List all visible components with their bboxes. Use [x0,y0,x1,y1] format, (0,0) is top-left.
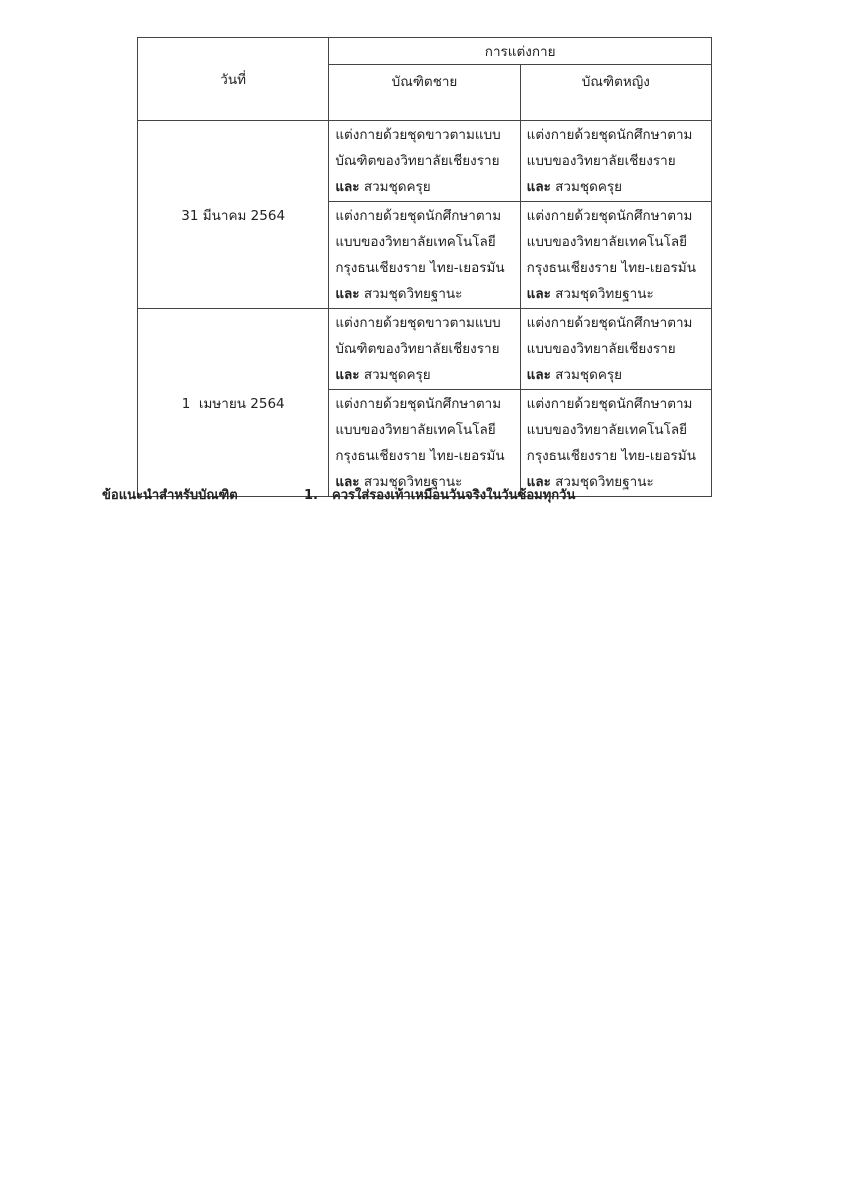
dress-line: สวมชุดครุย [359,179,431,195]
advice-item [304,484,575,505]
dress-line: แต่งกายด้วยชุดนักศึกษาตาม [526,208,693,224]
dress-line: สวมชุดวิทยฐานะ [359,286,463,302]
date-cell: 1 เมษายน 2564 [138,309,329,497]
dress-column-header: การแต่งกาย [329,38,712,65]
dress-line: บัณฑิตของวิทยาลัยเชียงราย [335,153,500,169]
dress-line: แต่งกายด้วยชุดนักศึกษาตาม [335,396,502,412]
date-column-header: วันที่ [138,38,329,121]
dress-line: แต่งกายด้วยชุดนักศึกษาตาม [526,396,693,412]
female-column-header: บัณฑิตหญิง [520,65,711,121]
male-dress-cell [329,390,520,497]
date-cell: 31 มีนาคม 2564 [138,121,329,309]
dress-line: สวมชุดวิทยฐานะ [359,474,463,490]
dress-line: แบบของวิทยาลัยเชียงราย [526,153,676,169]
female-dress-cell [520,202,711,309]
dress-line: แบบของวิทยาลัยเทคโนโลยี [526,422,688,438]
female-dress-cell [520,121,711,202]
female-dress-cell [520,390,711,497]
dress-line: แต่งกายด้วยชุดขาวตามแบบ [335,315,501,331]
and-label: และ [335,367,360,383]
dress-code-table [137,37,712,497]
table-row [138,121,712,202]
dress-line: แต่งกายด้วยชุดขาวตามแบบ [335,127,501,143]
and-label: และ [526,179,551,195]
dress-line: สวมชุดวิทยฐานะ [550,474,654,490]
and-label: และ [526,286,551,302]
dress-line: สวมชุดวิทยฐานะ [550,286,654,302]
dress-line: กรุงธนเชียงราย ไทย-เยอรมัน [335,260,505,276]
advice-item-number: 1. [304,488,318,503]
and-label: และ [335,286,360,302]
dress-line: แต่งกายด้วยชุดนักศึกษาตาม [526,127,693,143]
and-label: และ [335,179,360,195]
dress-line: สวมชุดครุย [550,179,623,195]
table-row [138,309,712,390]
and-label: และ [526,367,551,383]
dress-line: แต่งกายด้วยชุดนักศึกษาตาม [335,208,502,224]
dress-line: สวมชุดครุย [550,367,623,383]
dress-line: แบบของวิทยาลัยเทคโนโลยี [526,234,688,250]
female-dress-cell [520,309,711,390]
dress-line: กรุงธนเชียงราย ไทย-เยอรมัน [526,260,696,276]
dress-line: บัณฑิตของวิทยาลัยเชียงราย [335,341,500,357]
and-label: และ [335,474,360,490]
male-dress-cell [329,121,520,202]
dress-line: สวมชุดครุย [359,367,431,383]
male-column-header: บัณฑิตชาย [329,65,520,121]
dress-line: แต่งกายด้วยชุดนักศึกษาตาม [526,315,693,331]
male-dress-cell [329,202,520,309]
male-dress-cell [329,309,520,390]
advice-item-text: ควรใส่รองเท้าเหมือนวันจริงในวันซ้อมทุกวัน [332,488,576,503]
dress-line: แบบของวิทยาลัยเชียงราย [526,341,676,357]
dress-line: แบบของวิทยาลัยเทคโนโลยี [335,234,496,250]
advice-label: ข้อแนะนำสำหรับบัณฑิต [102,488,238,503]
and-label: และ [526,474,551,490]
dress-line: กรุงธนเชียงราย ไทย-เยอรมัน [526,448,696,464]
dress-line: กรุงธนเชียงราย ไทย-เยอรมัน [335,448,505,464]
dress-line: แบบของวิทยาลัยเทคโนโลยี [335,422,496,438]
